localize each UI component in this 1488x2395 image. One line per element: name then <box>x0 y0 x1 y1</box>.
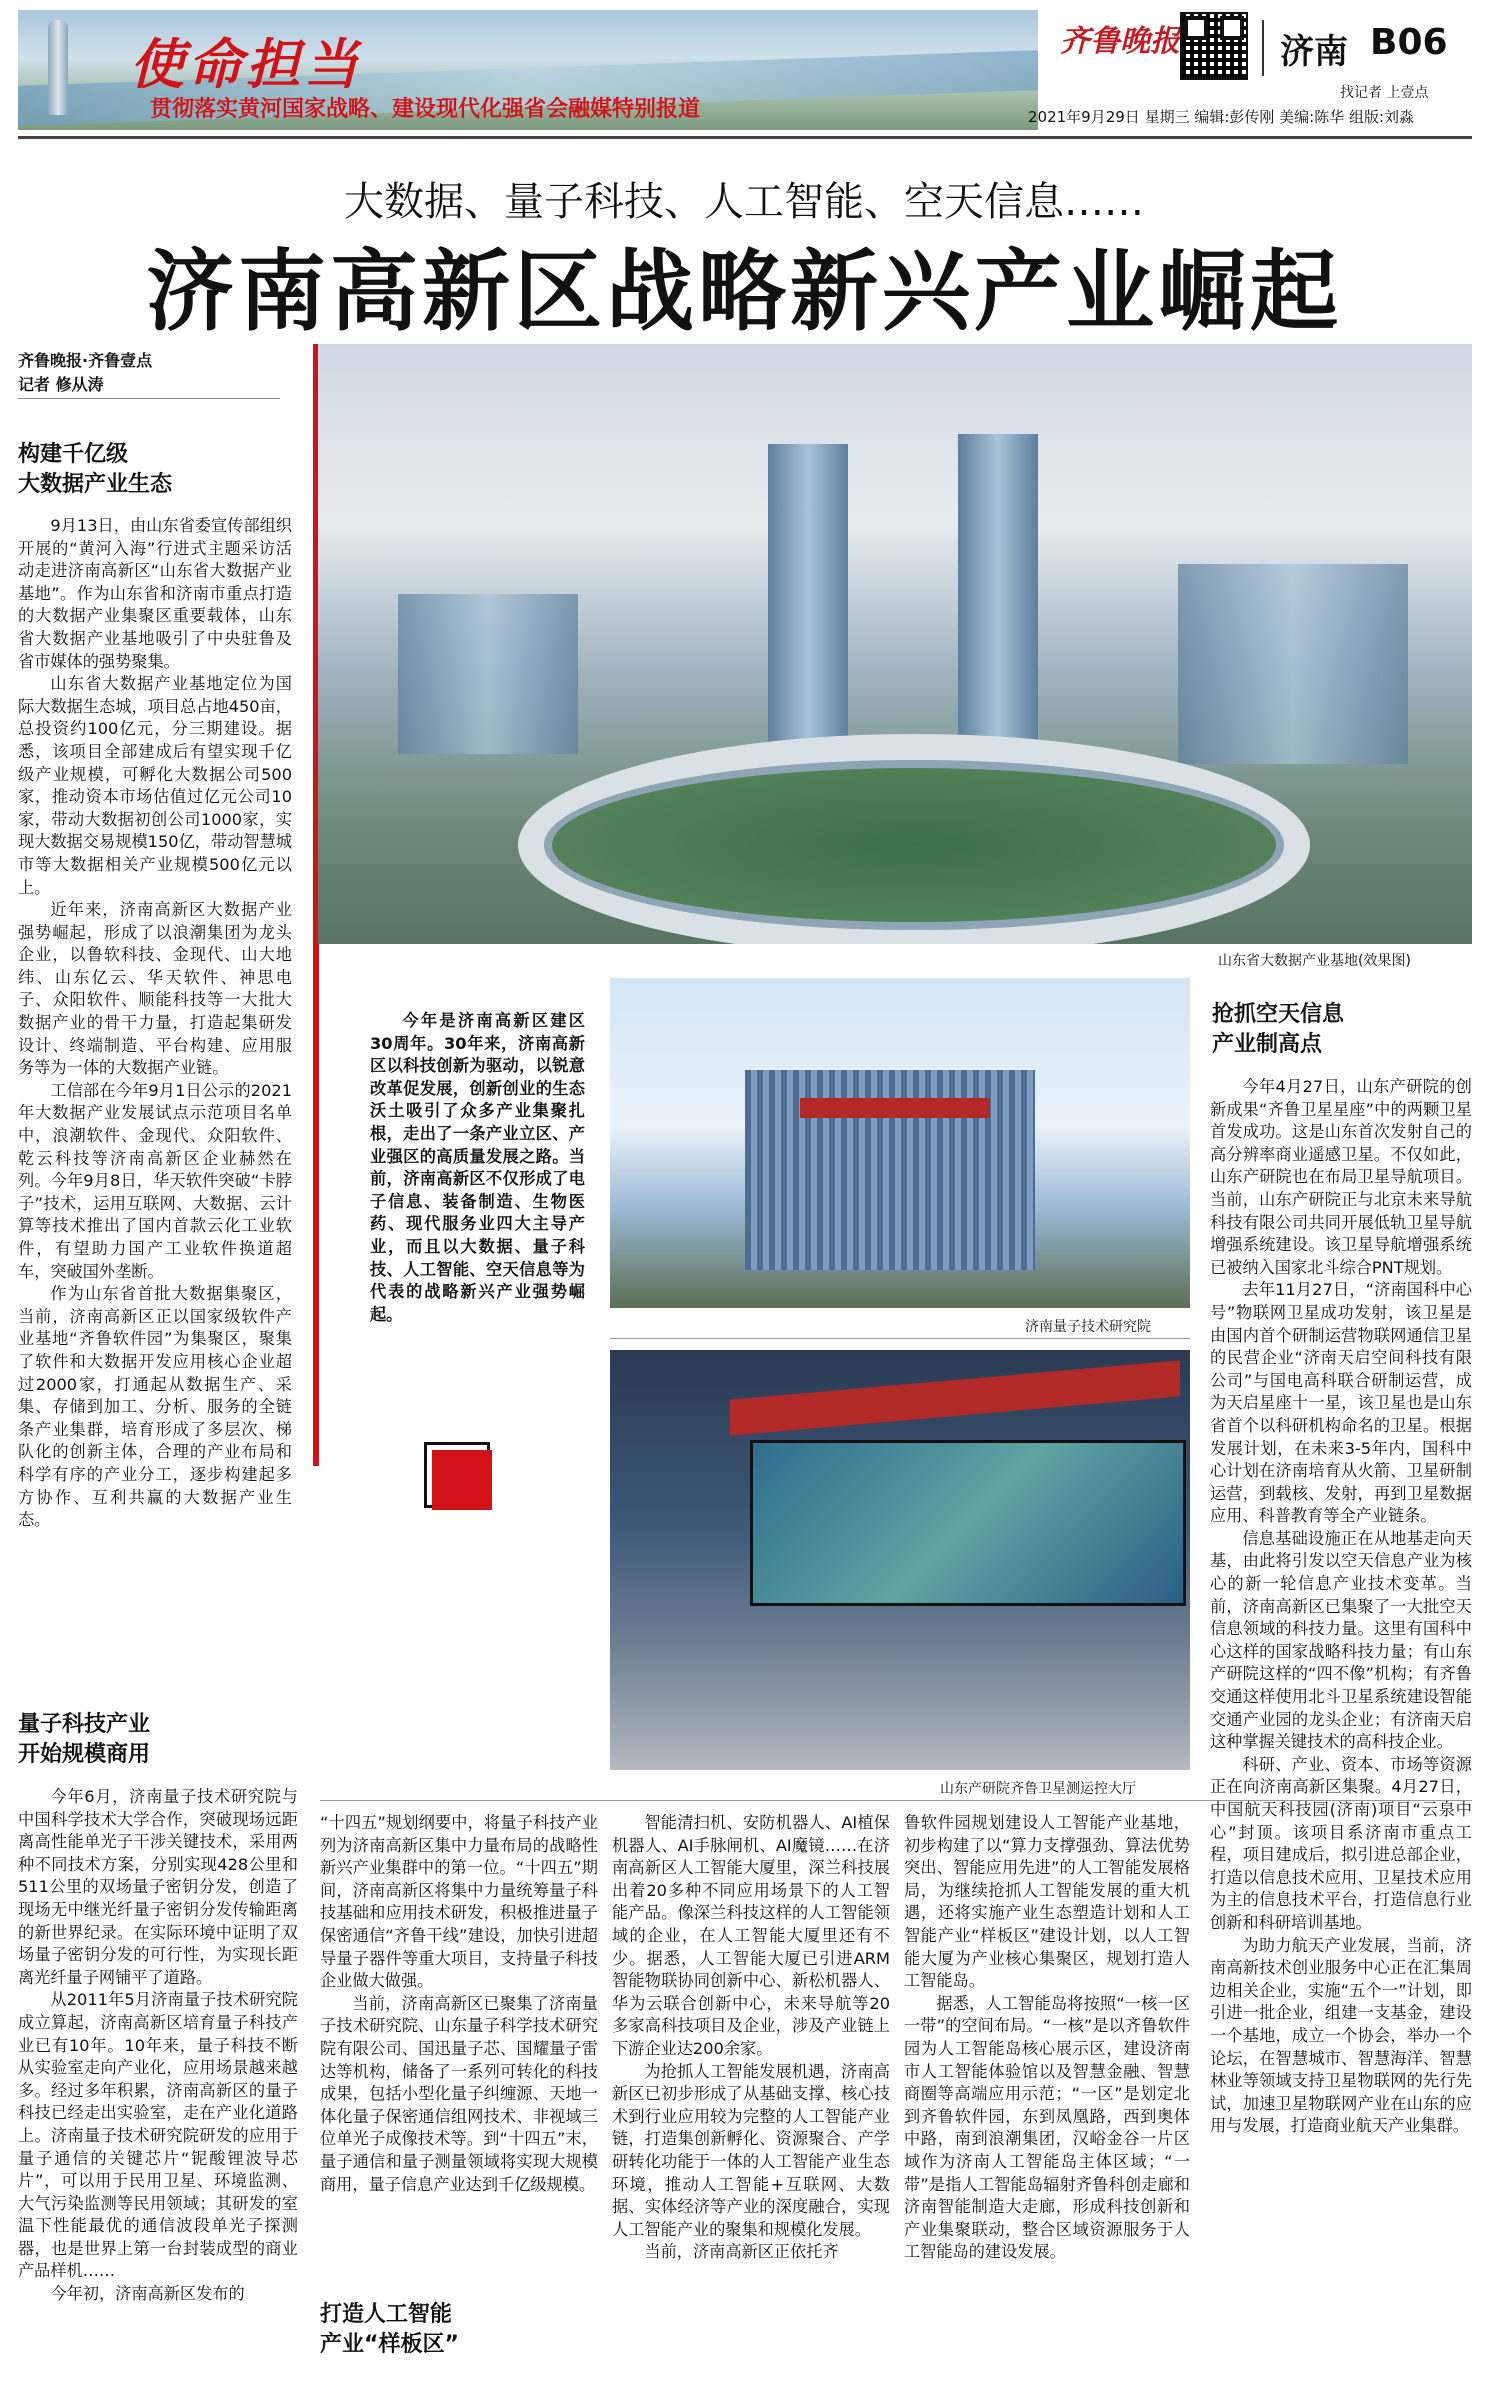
paragraph: 当前，济南高新区已聚集了济南量子技术研究院、山东量子科学技术研究院有限公司、国迅量子芯、国耀量子雷达等机构，储备了一系列可转化的科技成果，包括小型化量子纠缠源、天地一体化量子保密通信组网技术、非视域三位单光子成像技术等。到“十四五”末，量子通信和量子测量领域将实现大规模商用，量子信息产业达到千亿级规模。 <box>320 1993 598 2194</box>
intro-sidebar <box>370 1010 585 1326</box>
section-heading-space <box>1212 1000 1472 1060</box>
hotline-text: 找记者 上壹点 <box>1340 85 1429 101</box>
institute-sign-image <box>800 1098 990 1118</box>
building-image <box>1178 564 1408 764</box>
photo-caption-quantum: 济南量子技术研究院 <box>1025 1319 1151 1335</box>
section-heading-bigdata <box>18 440 298 500</box>
section-heading-line: 抢抓空天信息 <box>1212 1002 1345 1027</box>
column-2-body <box>320 1812 598 2282</box>
quantum-institute-photo <box>610 978 1190 1308</box>
photo-caption-satellite: 山东产研院齐鲁卫星测运控大厅 <box>940 1781 1136 1797</box>
decorative-red-square <box>432 1450 492 1510</box>
paragraph: 智能清扫机、安防机器人、AI植保机器人、AI手脉闸机、AI魔镜……在济南高新区人工智能大厦里，深兰科技展出着20多种不同应用场景下的人工智能产品。像深兰科技这样的人工智能领域的企业，在人工智能大厦里还有不少。据悉，人工智能大厦已引进ARM智能物联协同创新中心、新松机器人、华为云联合创新中心，未来导航等20多家高科技项目及企业，涉及产业链上下游企业达200余家。 <box>612 1813 890 2058</box>
banner-title: 使命担当 <box>130 32 362 96</box>
building-image <box>398 594 578 754</box>
paragraph: 今年4月27日，山东产研院的创新成果“齐鲁卫星星座”中的两颗卫星首发成功。这是山东首次发射自己的高分辨率商业遥感卫星。不仅如此，山东产研院也在布局卫星导航项目。当前，山东产研院正与北京未来导航科技有限公司共同开展低轨卫星导航增强系统建设。该卫星导航增强系统已被纳入国家北斗综合PNT规划。 <box>1210 1077 1472 1277</box>
section-heading-line: 产业“样板区” <box>320 2332 459 2357</box>
section-heading-line: 构建千亿级 <box>18 442 129 467</box>
ring-building-image <box>518 734 1310 944</box>
banner-tower-image <box>48 20 68 115</box>
photo-caption-main: 山东省大数据产业基地(效果图) <box>1218 953 1411 969</box>
paragraph: 今年初，济南高新区发布的 <box>50 2284 245 2304</box>
paragraph: “十四五”规划纲要中，将量子科技产业列为济南高新区集中力量布局的战略性新兴产业集群中的第一位。“十四五”期间，济南高新区将集中力量统筹量子科技基础和应用技术研发，积极推进量子保密通信“齐鲁干线”建设，加快引进超导量子器件等重大项目，支持量子科技企业做大做强。 <box>320 1813 598 1991</box>
paragraph: 工信部在今年9月1日公示的2021年大数据产业发展试点示范项目名单中，浪潮软件、金现代、众阳软件、乾云科技等济南高新区企业赫然在列。今年9月8日，华天软件突破“卡脖子”技术，运用互联网、大数据、云计算等技术推出了国内首款云化工业软件，有望助力国产工业软件换道超车，突破国外垄断。 <box>18 1080 292 1281</box>
bigdata-base-rendering-photo <box>318 344 1472 944</box>
section-heading-line: 大数据产业生态 <box>18 472 173 497</box>
paragraph: 为抢抓人工智能发展机遇，济南高新区已初步形成了从基础支撑、核心技术到行业应用较为完整的人工智能产业链，打造集创新孵化、资源聚合、产学研转化功能于一体的人工智能产业生态环境，推动人工智能+互联网、大数据、实体经济等产业的深度融合，实现人工智能产业的聚集和规模化发展。 <box>612 2061 890 2239</box>
paragraph: 鲁软件园规划建设人工智能产业基地，初步构建了以“算力支撑强劲、算法优势突出、智能应用先进”的人工智能发展格局，为继续抢抓人工智能发展的重大机遇，还将实施产业生态塑造计划和人工智能产业“样板区”建设计划，以人工智能大厦为产业核心集聚区，规划打造人工智能岛。 <box>904 1813 1190 1991</box>
section-heading-line: 产业制高点 <box>1212 1032 1323 1057</box>
paragraph: 9月13日，由山东省委宣传部组织开展的“黄河入海”行进式主题采访活动走进济南高新区“山东省大数据产业基地”。作为山东省和济南市重点打造的大数据产业集聚区重要载体，山东省大数据产业基地吸引了中央驻鲁及省市媒体的强势聚集。 <box>18 516 292 671</box>
satellite-control-hall-photo <box>610 1350 1190 1770</box>
paragraph: 信息基础设施正在从地基走向天基，由此将引发以空天信息产业为核心的新一轮信息产业技术变革。当前，济南高新区已集聚了一大批空天信息领域的科技力量。这里有国科中心这样的国家战略科技力量；有山东产研院这样的“四不像”机构；有齐鲁交通这样使用北斗卫星系统建设智能交通产业园的龙头企业；有济南天启这种掌握关键技术的高科技企业。 <box>1210 1528 1472 1752</box>
page-number: B06 <box>1370 22 1448 63</box>
paragraph: 去年11月27日，“济南国科中心号”物联网卫星成功发射，该卫星是由国内首个研制运营物联网通信卫星的民营企业“济南天启空间科技有限公司”与国电高科联合研制运营，成为天启星座十一星，该卫星也是山东省首个以科研机构命名的卫星。根据发展计划，在未来3-5年内，国科中心计划在济南培育从火箭、卫星研制运营，到载核、发射，再到卫星数据应用、科普教育等全产业链条。 <box>1210 1280 1472 1526</box>
kicker-headline: 大数据、量子科技、人工智能、空天信息…… <box>344 179 1144 225</box>
newspaper-logo: 齐鲁晚报 <box>1060 24 1180 59</box>
paragraph: 今年是济南高新区建区30周年。30年来，济南高新区以科技创新为驱动，以锐意改革促发展，创新创业的生态沃土吸引了众多产业集聚扎根，走出了一条产业立区、产业强区的高质量发展之路。当前，济南高新区不仅形成了电子信息、装备制造、生物医药、现代服务业四大主导产业，而且以大数据、量子科技、人工智能、空天信息等为代表的战略新兴产业强势崛起。 <box>370 1011 585 1324</box>
banner-subtitle: 贯彻落实黄河国家战略、建设现代化强省会融媒特别报道 <box>150 97 701 122</box>
dateline: 2021年9月29日 星期三 编辑:彭传刚 美编:陈华 组版:刘淼 <box>1028 108 1415 126</box>
divider <box>610 1338 1190 1339</box>
main-headline: 济南高新区战略新兴产业崛起 <box>145 240 1342 343</box>
paragraph: 今年6月，济南量子技术研究院与中国科学技术大学合作，突破现场远距离高性能单光子干涉关键技术，采用两种不同技术方案，分别实现428公里和511公里的双场量子密钥分发，创造了现场无中继光纤量子密钥分发传输距离的新世界纪录。在实际环境中证明了双场量子密钥分发的可行性，为实现长距离光纤量子网铺平了道路。 <box>18 1787 298 1987</box>
column-1b-body <box>18 1786 298 2386</box>
byline-source: 齐鲁晚报·齐鲁壹点 <box>18 351 153 370</box>
column-3-body <box>612 1812 890 2387</box>
section-heading-ai <box>320 2300 600 2360</box>
column-1-body <box>18 515 292 1685</box>
section-heading-quantum <box>18 1710 298 1770</box>
paragraph: 据悉，人工智能岛将按照“一核一区一带”的空间布局。“一核”是以齐鲁软件园为人工智能岛核心展示区，建设济南市人工智能体验馆以及智慧金融、智慧商圈等高端应用示范；“一区”是划定北到齐鲁软件园，东到凤凰路，西到奥体中路，南到浪潮集团，汉峪金谷一片区域作为济南人工智能岛主体区域；“一带”是指人工智能岛辐射齐鲁科创走廊和济南智能制造大走廊，形成科技创新和产业集聚联动，整合区域资源服务于人工智能岛的建设发展。 <box>904 1993 1190 2262</box>
column-5-body <box>1210 1076 1472 2386</box>
section-name: 济南 <box>1280 32 1348 72</box>
paragraph: 从2011年5月济南量子技术研究院成立算起，济南高新区培育量子科技产业已有10年。10年来，量子科技不断从实验室走向产业化，应用场景越来越多。经过多年积累，济南高新区的量子科技已经走出实验室，走在产业化道路上。济南量子技术研究院研发的应用于量子通信的关键芯片“铌酸锂波导芯片”，可以用于民用卫星、环境监测、大气污染监测等民用领域；其研发的室温下性能最优的通信波段单光子探测器，也是世界上第一台封装成型的商业产品样机…… <box>18 1990 298 2281</box>
paragraph: 近年来，济南高新区大数据产业强势崛起，形成了以浪潮集团为龙头企业，以鲁软科技、金现代、山大地纬、山东亿云、华天软件、神思电子、众阳软件、顺能科技等一大批大数据产业的骨干力量，打造起集研发设计、终端制造、平台构建、应用服务等为一体的大数据产业链。 <box>18 900 292 1078</box>
paragraph: 作为山东省首批大数据集聚区，当前，济南高新区正以国家级软件产业基地“齐鲁软件园”为集聚区，聚集了软件和大数据开发应用核心企业超过2000家，打通起从数据生产、采集、存储到加工、分析、服务的全链条产业集群，培育形成了多层次、梯队化的创新主体，合理的产业布局和科学有序的产业分工，逐步构建起多方协作、互利共赢的大数据产业生态。 <box>18 1284 292 1530</box>
paragraph: 科研、产业、资本、市场等资源正在向济南高新区集聚。4月27日，中国航天科技园(济南)项目“云泉中心”封顶。该项目系济南市重点工程，项目建成后，拟引进总部企业，打造以信息技术应用、卫星技术应用为主的信息技术平台，打造信息行业创新和科研培训基地。 <box>1210 1754 1472 1932</box>
tower-left-image <box>768 444 848 744</box>
paragraph: 山东省大数据产业基地定位为国际大数据生态城，项目总占地450亩，总投资约100亿元，分三期建设。据悉，该项目全部建成后有望实现千亿级产业规模，可孵化大数据公司500家，推动资本市场估值过亿元公司10家，带动大数据初创公司1000家，实现大数据交易规模150亿，带动智慧城市等大数据相关产业规模500亿元以上。 <box>18 674 292 897</box>
big-screen-image <box>750 1440 1186 1606</box>
section-heading-line: 量子科技产业 <box>18 1712 151 1737</box>
byline-rule <box>18 398 280 399</box>
section-heading-line: 打造人工智能 <box>320 2302 453 2327</box>
qr-code-icon[interactable] <box>1180 12 1248 80</box>
tower-right-image <box>958 434 1038 744</box>
column-4-body <box>904 1812 1190 2387</box>
section-heading-line: 开始规模商用 <box>18 1742 151 1767</box>
paragraph: 当前，济南高新区正依托齐 <box>644 2242 839 2262</box>
byline-reporter: 记者 修从涛 <box>18 375 104 394</box>
header-rule <box>18 136 1472 139</box>
paragraph: 为助力航天产业发展，当前，济南高新技术创业服务中心正在汇集周边相关企业，实施“五个一”计划，即引进一批企业，组建一支基金，建设一个基地，成立一个协会，举办一个论坛，在智慧城市、智慧海洋、智慧林业等领域支持卫星物联网的先行先试，加速卫星物联网产业在山东的应用与发展，打造商业航天产业集群。 <box>1210 1935 1472 2136</box>
hall-banner-image <box>730 1360 1180 1435</box>
